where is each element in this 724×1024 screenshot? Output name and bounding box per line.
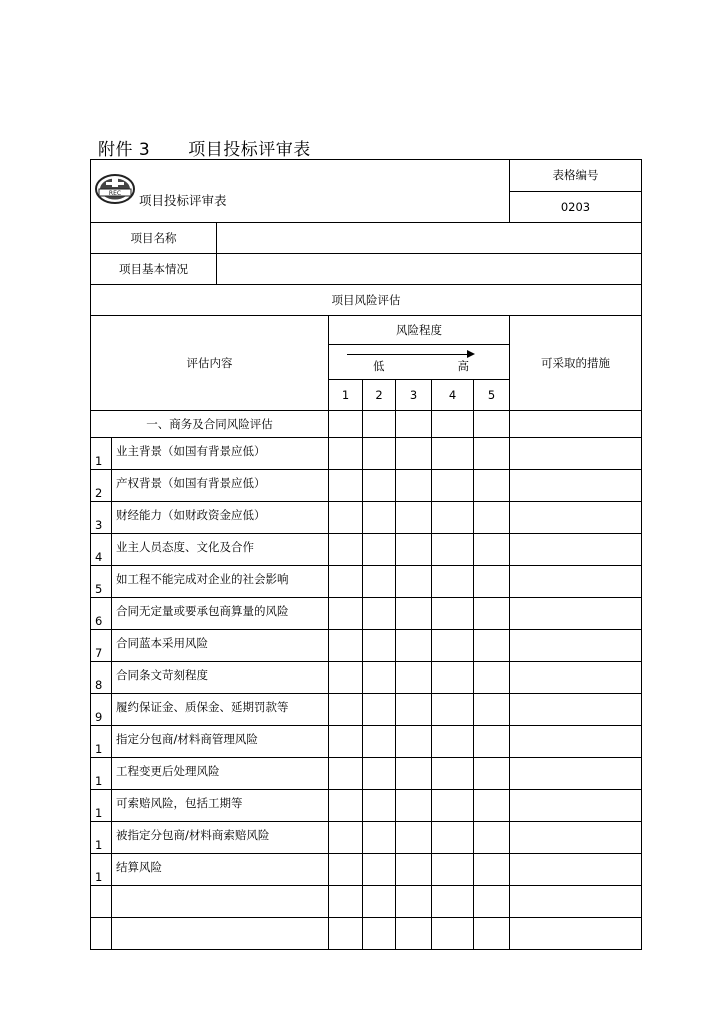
row-item — [112, 918, 329, 950]
score-cell[interactable] — [396, 662, 432, 694]
row-item: 结算风险 — [112, 854, 329, 886]
score-cell[interactable] — [396, 918, 432, 950]
svg-text:REC: REC — [108, 190, 122, 197]
row-item: 产权背景（如国有背景应低） — [112, 470, 329, 502]
row-number: 1 — [91, 726, 112, 758]
table-row — [91, 662, 642, 694]
score-cell[interactable] — [432, 694, 474, 726]
score-cell[interactable] — [396, 630, 432, 662]
category-score-cell[interactable] — [396, 411, 432, 438]
score-cell[interactable] — [474, 790, 510, 822]
score-cell[interactable] — [432, 502, 474, 534]
row-number: 4 — [91, 534, 112, 566]
table-row — [91, 758, 642, 790]
score-cell[interactable] — [363, 566, 396, 598]
score-cell[interactable] — [474, 726, 510, 758]
score-cell[interactable] — [329, 790, 363, 822]
score-cell[interactable] — [474, 822, 510, 854]
row-number: 2 — [91, 470, 112, 502]
document-name: 项目投标评审表 — [188, 140, 311, 160]
score-cell[interactable] — [432, 758, 474, 790]
score-cell[interactable] — [432, 854, 474, 886]
measures-cell[interactable] — [510, 502, 642, 534]
row-number: 7 — [91, 630, 112, 662]
score-cell[interactable] — [396, 726, 432, 758]
measures-cell[interactable] — [510, 886, 642, 918]
category-title: 一、商务及合同风险评估 — [91, 411, 329, 438]
measures-cell[interactable] — [510, 726, 642, 758]
measures-cell[interactable] — [510, 534, 642, 566]
row-number: 1 — [91, 790, 112, 822]
score-cell[interactable] — [363, 598, 396, 630]
score-cell[interactable] — [432, 886, 474, 918]
scale-1: 1 — [329, 380, 363, 411]
risk-arrow-line — [347, 354, 469, 355]
score-cell[interactable] — [474, 566, 510, 598]
score-cell[interactable] — [329, 438, 363, 470]
table-row — [91, 438, 642, 470]
score-cell[interactable] — [329, 758, 363, 790]
row-number: 6 — [91, 598, 112, 630]
row-item: 被指定分包商/材料商索赔风险 — [112, 822, 329, 854]
section-title: 项目风险评估 — [91, 285, 642, 316]
score-cell[interactable] — [474, 630, 510, 662]
score-cell[interactable] — [329, 630, 363, 662]
measures-cell[interactable] — [510, 790, 642, 822]
score-cell[interactable] — [432, 534, 474, 566]
row-number: 1 — [91, 438, 112, 470]
row-item: 合同条文苛刻程度 — [112, 662, 329, 694]
table-row — [91, 534, 642, 566]
attachment-label: 附件 3 — [98, 140, 151, 160]
row-number — [91, 886, 112, 918]
score-cell[interactable] — [329, 534, 363, 566]
category-measures-cell[interactable] — [510, 411, 642, 438]
score-cell[interactable] — [329, 662, 363, 694]
score-cell[interactable] — [396, 886, 432, 918]
row-item: 工程变更后处理风险 — [112, 758, 329, 790]
score-cell[interactable] — [329, 566, 363, 598]
table-row — [91, 918, 642, 950]
score-cell[interactable] — [363, 822, 396, 854]
category-score-cell[interactable] — [474, 411, 510, 438]
category-score-cell[interactable] — [432, 411, 474, 438]
score-cell[interactable] — [363, 662, 396, 694]
score-cell[interactable] — [363, 630, 396, 662]
score-cell[interactable] — [396, 566, 432, 598]
project-info-field[interactable] — [217, 254, 642, 285]
row-number: 5 — [91, 566, 112, 598]
score-cell[interactable] — [363, 886, 396, 918]
score-cell[interactable] — [363, 854, 396, 886]
score-cell[interactable] — [396, 470, 432, 502]
scale-4: 4 — [432, 380, 474, 411]
score-cell[interactable] — [396, 502, 432, 534]
table-row — [91, 694, 642, 726]
category-score-cell[interactable] — [329, 411, 363, 438]
score-cell[interactable] — [474, 502, 510, 534]
measures-cell[interactable] — [510, 822, 642, 854]
score-cell[interactable] — [432, 630, 474, 662]
project-info-label: 项目基本情况 — [91, 254, 217, 285]
row-number: 1 — [91, 822, 112, 854]
row-number: 9 — [91, 694, 112, 726]
measures-cell[interactable] — [510, 758, 642, 790]
score-cell[interactable] — [396, 598, 432, 630]
score-cell[interactable] — [432, 790, 474, 822]
row-number: 1 — [91, 854, 112, 886]
score-cell[interactable] — [363, 758, 396, 790]
table-row — [91, 822, 642, 854]
table-row — [91, 886, 642, 918]
row-number: 8 — [91, 662, 112, 694]
score-cell[interactable] — [329, 918, 363, 950]
row-number: 1 — [91, 758, 112, 790]
column-header-measures: 可采取的措施 — [510, 316, 642, 411]
score-cell[interactable] — [396, 758, 432, 790]
project-name-field[interactable] — [217, 223, 642, 254]
score-cell[interactable] — [329, 598, 363, 630]
measures-cell[interactable] — [510, 662, 642, 694]
measures-cell[interactable] — [510, 438, 642, 470]
row-item: 履约保证金、质保金、延期罚款等 — [112, 694, 329, 726]
score-cell[interactable] — [474, 886, 510, 918]
measures-cell[interactable] — [510, 854, 642, 886]
score-cell[interactable] — [432, 470, 474, 502]
scale-5: 5 — [474, 380, 510, 411]
score-cell[interactable] — [363, 534, 396, 566]
scale-2: 2 — [363, 380, 396, 411]
score-cell[interactable] — [474, 918, 510, 950]
row-item: 财经能力（如财政资金应低） — [112, 502, 329, 534]
score-cell[interactable] — [396, 694, 432, 726]
measures-cell[interactable] — [510, 598, 642, 630]
score-cell[interactable] — [329, 502, 363, 534]
score-cell[interactable] — [474, 598, 510, 630]
table-row — [91, 790, 642, 822]
score-cell[interactable] — [396, 438, 432, 470]
table-row — [91, 502, 642, 534]
form-code-value: 0203 — [510, 191, 642, 223]
score-cell[interactable] — [363, 438, 396, 470]
row-item: 业主人员态度、文化及合作 — [112, 534, 329, 566]
score-cell[interactable] — [363, 918, 396, 950]
score-cell[interactable] — [474, 854, 510, 886]
row-item: 指定分包商/材料商管理风险 — [112, 726, 329, 758]
measures-cell[interactable] — [510, 918, 642, 950]
score-cell[interactable] — [363, 470, 396, 502]
score-cell[interactable] — [396, 790, 432, 822]
column-header-content: 评估内容 — [91, 316, 329, 411]
score-cell[interactable] — [363, 502, 396, 534]
arrow-right-icon — [467, 350, 475, 358]
score-cell[interactable] — [474, 662, 510, 694]
table-row — [91, 566, 642, 598]
score-cell[interactable] — [396, 854, 432, 886]
category-score-cell[interactable] — [363, 411, 396, 438]
score-cell[interactable] — [432, 566, 474, 598]
risk-low-label: 低 — [373, 359, 385, 373]
score-cell[interactable] — [329, 694, 363, 726]
row-item: 如工程不能完成对企业的社会影响 — [112, 566, 329, 598]
row-item: 业主背景（如国有背景应低） — [112, 438, 329, 470]
row-item: 合同无定量或要承包商算量的风险 — [112, 598, 329, 630]
risk-high-label: 高 — [457, 359, 469, 373]
score-cell[interactable] — [329, 470, 363, 502]
measures-cell[interactable] — [510, 694, 642, 726]
score-cell[interactable] — [363, 726, 396, 758]
score-cell[interactable] — [329, 726, 363, 758]
score-cell[interactable] — [363, 790, 396, 822]
table-row — [91, 598, 642, 630]
score-cell[interactable] — [329, 854, 363, 886]
score-cell[interactable] — [474, 694, 510, 726]
row-number: 3 — [91, 502, 112, 534]
score-cell[interactable] — [396, 822, 432, 854]
document-title — [98, 135, 311, 160]
measures-cell[interactable] — [510, 566, 642, 598]
score-cell[interactable] — [432, 662, 474, 694]
row-item: 合同蓝本采用风险 — [112, 630, 329, 662]
table-row — [91, 630, 642, 662]
score-cell[interactable] — [329, 886, 363, 918]
score-cell[interactable] — [432, 822, 474, 854]
form-header-title: 项目投标评审表 — [139, 193, 227, 208]
score-cell[interactable] — [474, 758, 510, 790]
form-code-label: 表格编号 — [510, 160, 642, 192]
score-cell[interactable] — [432, 438, 474, 470]
measures-cell[interactable] — [510, 470, 642, 502]
company-logo-icon — [95, 173, 135, 205]
score-cell[interactable] — [396, 534, 432, 566]
column-header-risk-level: 风险程度 — [329, 316, 510, 345]
project-name-label: 项目名称 — [91, 223, 217, 254]
table-row — [91, 854, 642, 886]
score-cell[interactable] — [432, 598, 474, 630]
risk-scale-arrow-cell — [329, 345, 510, 380]
row-item: 可索赔风险，包括工期等 — [112, 790, 329, 822]
score-cell[interactable] — [474, 438, 510, 470]
score-cell[interactable] — [474, 534, 510, 566]
measures-cell[interactable] — [510, 630, 642, 662]
score-cell[interactable] — [432, 918, 474, 950]
table-row — [91, 470, 642, 502]
score-cell[interactable] — [329, 822, 363, 854]
row-item — [112, 886, 329, 918]
review-form-table — [90, 159, 642, 950]
form-header-cell — [91, 160, 510, 223]
score-cell[interactable] — [363, 694, 396, 726]
score-cell[interactable] — [474, 470, 510, 502]
table-row — [91, 726, 642, 758]
scale-3: 3 — [396, 380, 432, 411]
row-number — [91, 918, 112, 950]
score-cell[interactable] — [432, 726, 474, 758]
